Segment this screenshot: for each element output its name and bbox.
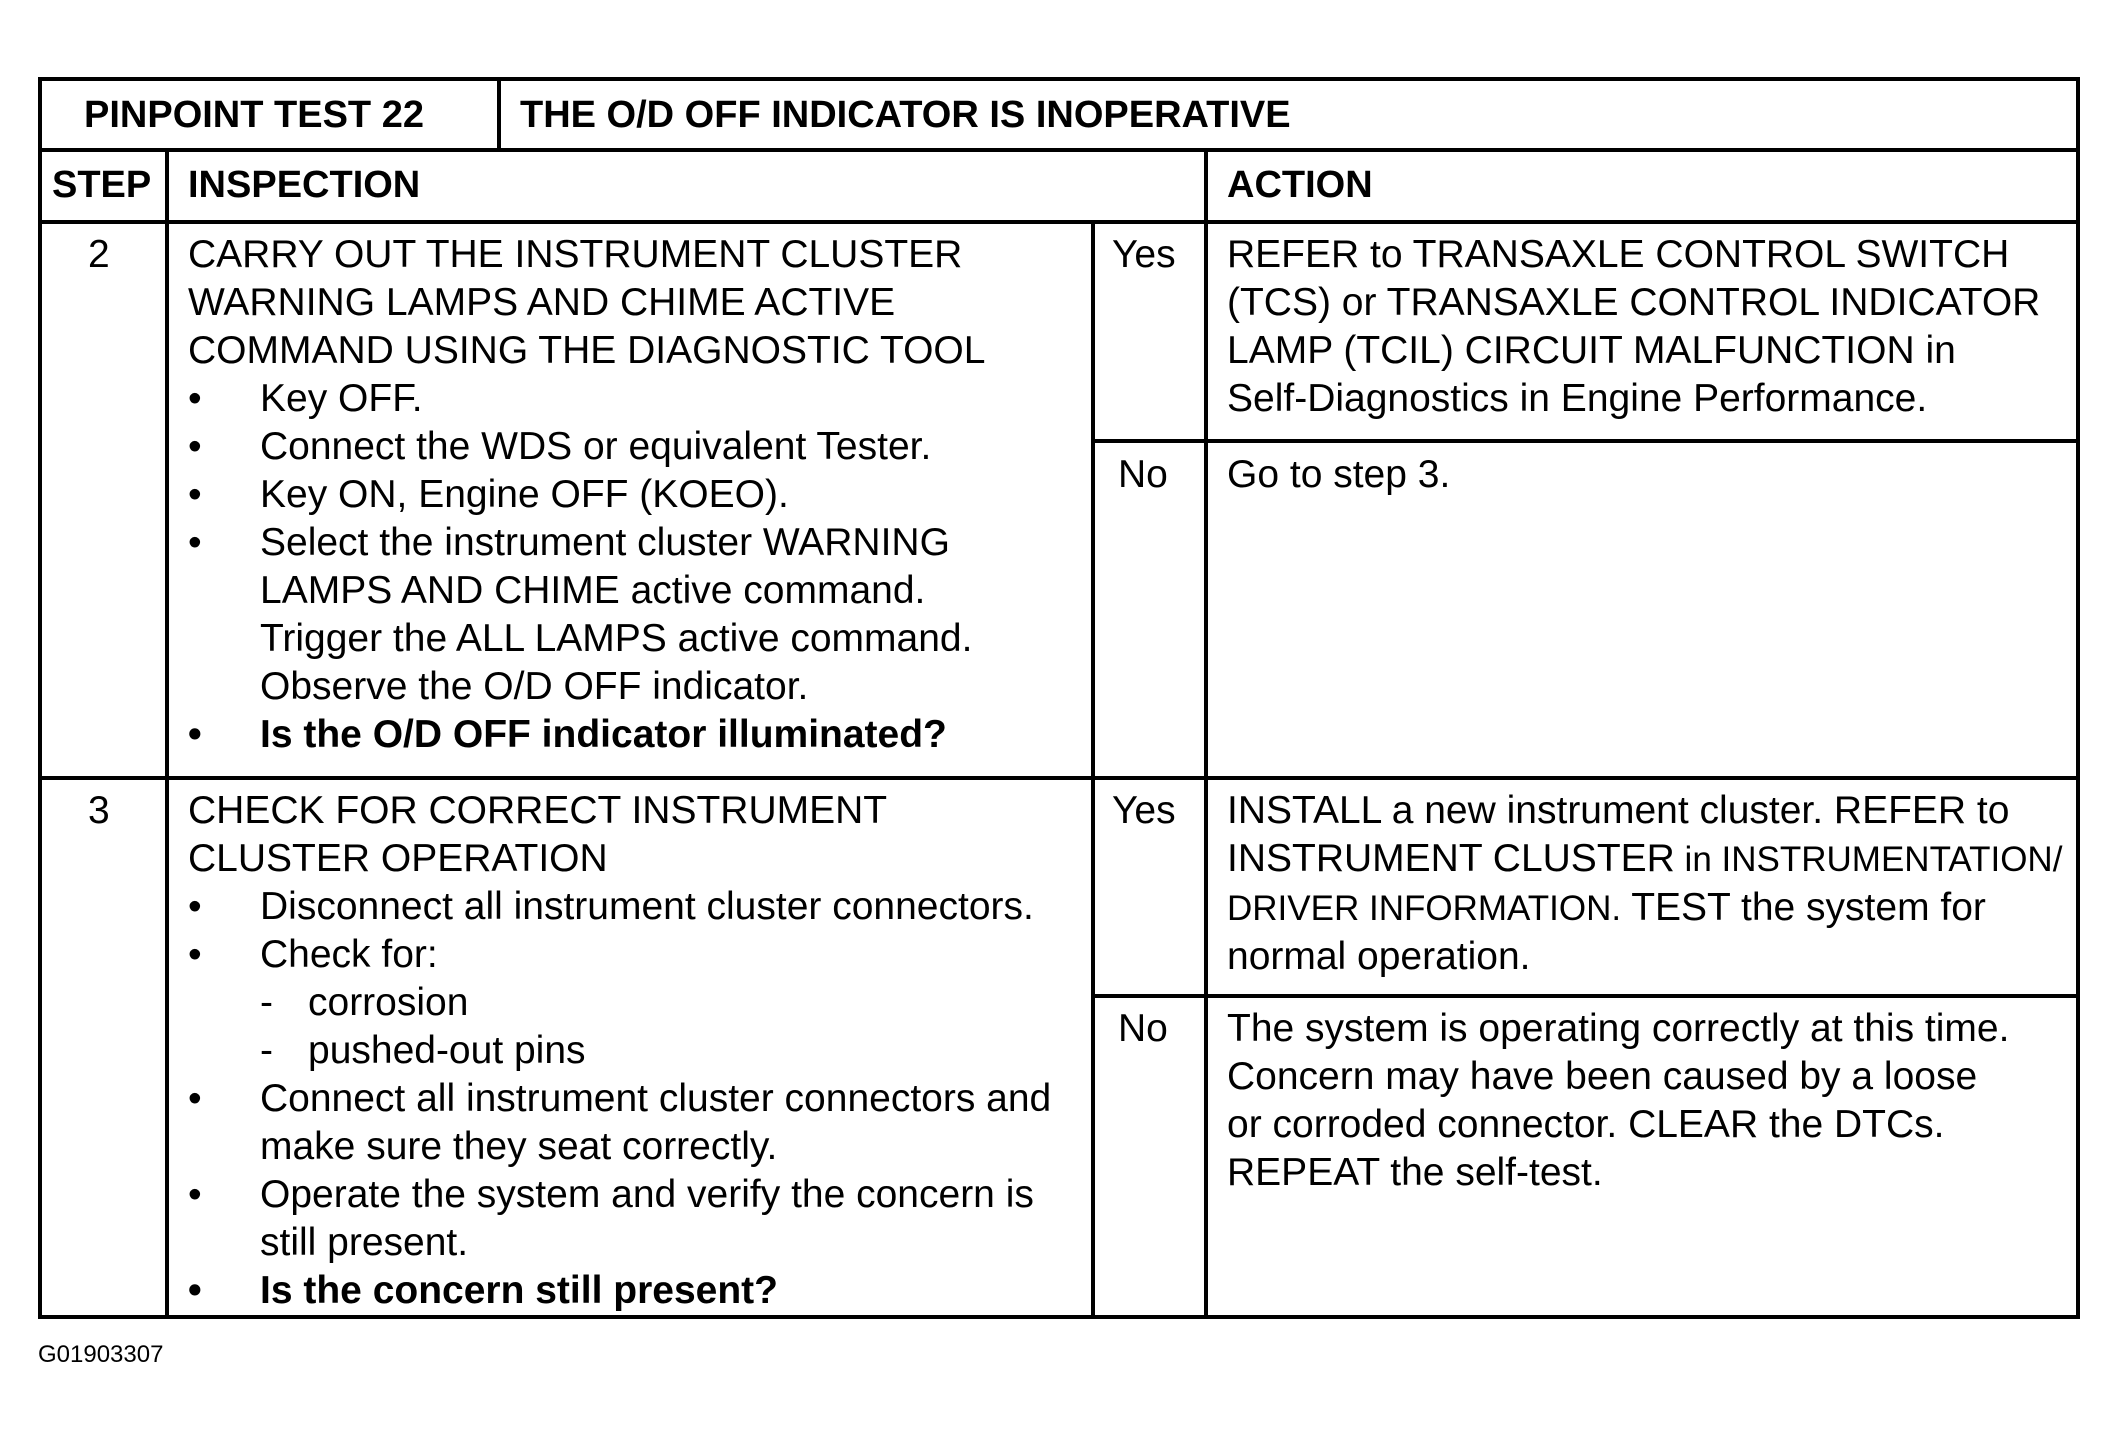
- action-line: Self-Diagnostics in Engine Performance.: [1227, 377, 1928, 420]
- dash-icon: -: [260, 981, 273, 1024]
- bullet-icon: •: [188, 425, 202, 468]
- list-item-text: Is the O/D OFF indicator illuminated?: [260, 713, 947, 756]
- divider: [497, 81, 501, 148]
- list-item-text: Check for:: [260, 933, 438, 976]
- divider: [1094, 439, 2076, 443]
- figure-id: G01903307: [38, 1341, 164, 1368]
- list-item: [188, 519, 1083, 711]
- list-item-text: make sure they seat correctly.: [260, 1125, 778, 1168]
- list-item: [188, 423, 1083, 471]
- list-item-text: Connect all instrument cluster connectors and: [260, 1077, 1052, 1120]
- list-item-text: corrosion: [308, 981, 469, 1024]
- list-item-question: [188, 1267, 1083, 1315]
- reference-section: in INSTRUMENTATION/: [1674, 840, 2063, 879]
- no-label: No: [1118, 453, 1168, 496]
- divider: [42, 148, 2076, 152]
- action-yes-cell: [1227, 787, 2062, 981]
- list-item-question: [188, 711, 1083, 759]
- action-line: [1227, 884, 2062, 933]
- inspection-title-line: COMMAND USING THE DIAGNOSTIC TOOL: [188, 329, 986, 372]
- step-number: 3: [88, 789, 110, 832]
- action-line: LAMP (TCIL) CIRCUIT MALFUNCTION in: [1227, 329, 1956, 372]
- bullet-icon: •: [188, 473, 202, 516]
- no-label: No: [1118, 1007, 1168, 1050]
- bullet-icon: •: [188, 885, 202, 928]
- inspection-title-line: CARRY OUT THE INSTRUMENT CLUSTER: [188, 233, 963, 276]
- inspection-cell: [188, 787, 1083, 1315]
- action-line: or corroded connector. CLEAR the DTCs.: [1227, 1103, 1945, 1146]
- yes-label: Yes: [1112, 233, 1176, 276]
- step-number: 2: [88, 233, 110, 276]
- list-item: [188, 1171, 1083, 1267]
- list-item-text: Select the instrument cluster WARNING: [260, 521, 950, 564]
- action-line: REFER to TRANSAXLE CONTROL SWITCH: [1227, 233, 2010, 276]
- bullet-icon: •: [188, 1269, 202, 1312]
- list-item-text: Key ON, Engine OFF (KOEO).: [260, 473, 789, 516]
- inspection-title-line: CLUSTER OPERATION: [188, 837, 608, 880]
- action-no-cell: [1227, 451, 1450, 499]
- action-line: The system is operating correctly at this time.: [1227, 1007, 2010, 1050]
- bullet-icon: •: [188, 521, 202, 564]
- list-item: [188, 931, 1083, 979]
- action-line: Go to step 3.: [1227, 453, 1451, 496]
- action-no-cell: [1227, 1005, 2009, 1197]
- bullet-icon: •: [188, 713, 202, 756]
- list-item-text: still present.: [260, 1221, 469, 1264]
- list-item: [188, 883, 1083, 931]
- reference-name: INSTRUMENT CLUSTER: [1227, 837, 1675, 880]
- list-item: [188, 375, 1083, 423]
- list-item-text: Trigger the ALL LAMPS active command.: [260, 617, 973, 660]
- bullet-icon: •: [188, 933, 202, 976]
- action-line: (TCS) or TRANSAXLE CONTROL INDICATOR: [1227, 281, 2041, 324]
- bullet-icon: •: [188, 377, 202, 420]
- list-item-text: Key OFF.: [260, 377, 423, 420]
- inspection-title-line: CHECK FOR CORRECT INSTRUMENT: [188, 789, 888, 832]
- divider: [1204, 148, 1208, 1319]
- list-item-text: Is the concern still present?: [260, 1269, 778, 1312]
- divider: [165, 148, 169, 1319]
- test-title: THE O/D OFF INDICATOR IS INOPERATIVE: [520, 94, 1291, 136]
- list-item-text: Connect the WDS or equivalent Tester.: [260, 425, 932, 468]
- action-text: TEST the system for: [1621, 886, 1986, 929]
- pinpoint-test-table: [38, 77, 2080, 1319]
- list-item-text: Operate the system and verify the concern is: [260, 1173, 1034, 1216]
- action-line: REPEAT the self-test.: [1227, 1151, 1603, 1194]
- action-yes-cell: [1227, 231, 2040, 423]
- list-item: [188, 471, 1083, 519]
- column-header-inspection: INSPECTION: [188, 164, 421, 206]
- bullet-icon: •: [188, 1173, 202, 1216]
- action-line: Concern may have been caused by a loose: [1227, 1055, 1978, 1098]
- divider: [1091, 220, 1095, 1319]
- list-item-text: Disconnect all instrument cluster connectors.: [260, 885, 1034, 928]
- dash-icon: -: [260, 1029, 273, 1072]
- action-line: [1227, 835, 2062, 884]
- inspection-cell: [188, 231, 1083, 759]
- list-item-text: pushed-out pins: [308, 1029, 586, 1072]
- bullet-icon: •: [188, 1077, 202, 1120]
- list-item-text: Observe the O/D OFF indicator.: [260, 665, 809, 708]
- divider: [42, 220, 2076, 224]
- list-item: [188, 1075, 1083, 1171]
- inspection-title-line: WARNING LAMPS AND CHIME ACTIVE: [188, 281, 896, 324]
- action-line: INSTALL a new instrument cluster. REFER to: [1227, 789, 2010, 832]
- column-header-step: STEP: [52, 164, 152, 206]
- column-header-action: ACTION: [1227, 164, 1373, 206]
- test-number: PINPOINT TEST 22: [84, 94, 424, 136]
- sub-list-item: [188, 1027, 1083, 1075]
- divider: [1094, 994, 2076, 998]
- divider: [42, 776, 2076, 780]
- action-line: normal operation.: [1227, 935, 1531, 978]
- sub-list-item: [188, 979, 1083, 1027]
- reference-section: DRIVER INFORMATION.: [1227, 889, 1622, 928]
- yes-label: Yes: [1112, 789, 1176, 832]
- list-item-text: LAMPS AND CHIME active command.: [260, 569, 926, 612]
